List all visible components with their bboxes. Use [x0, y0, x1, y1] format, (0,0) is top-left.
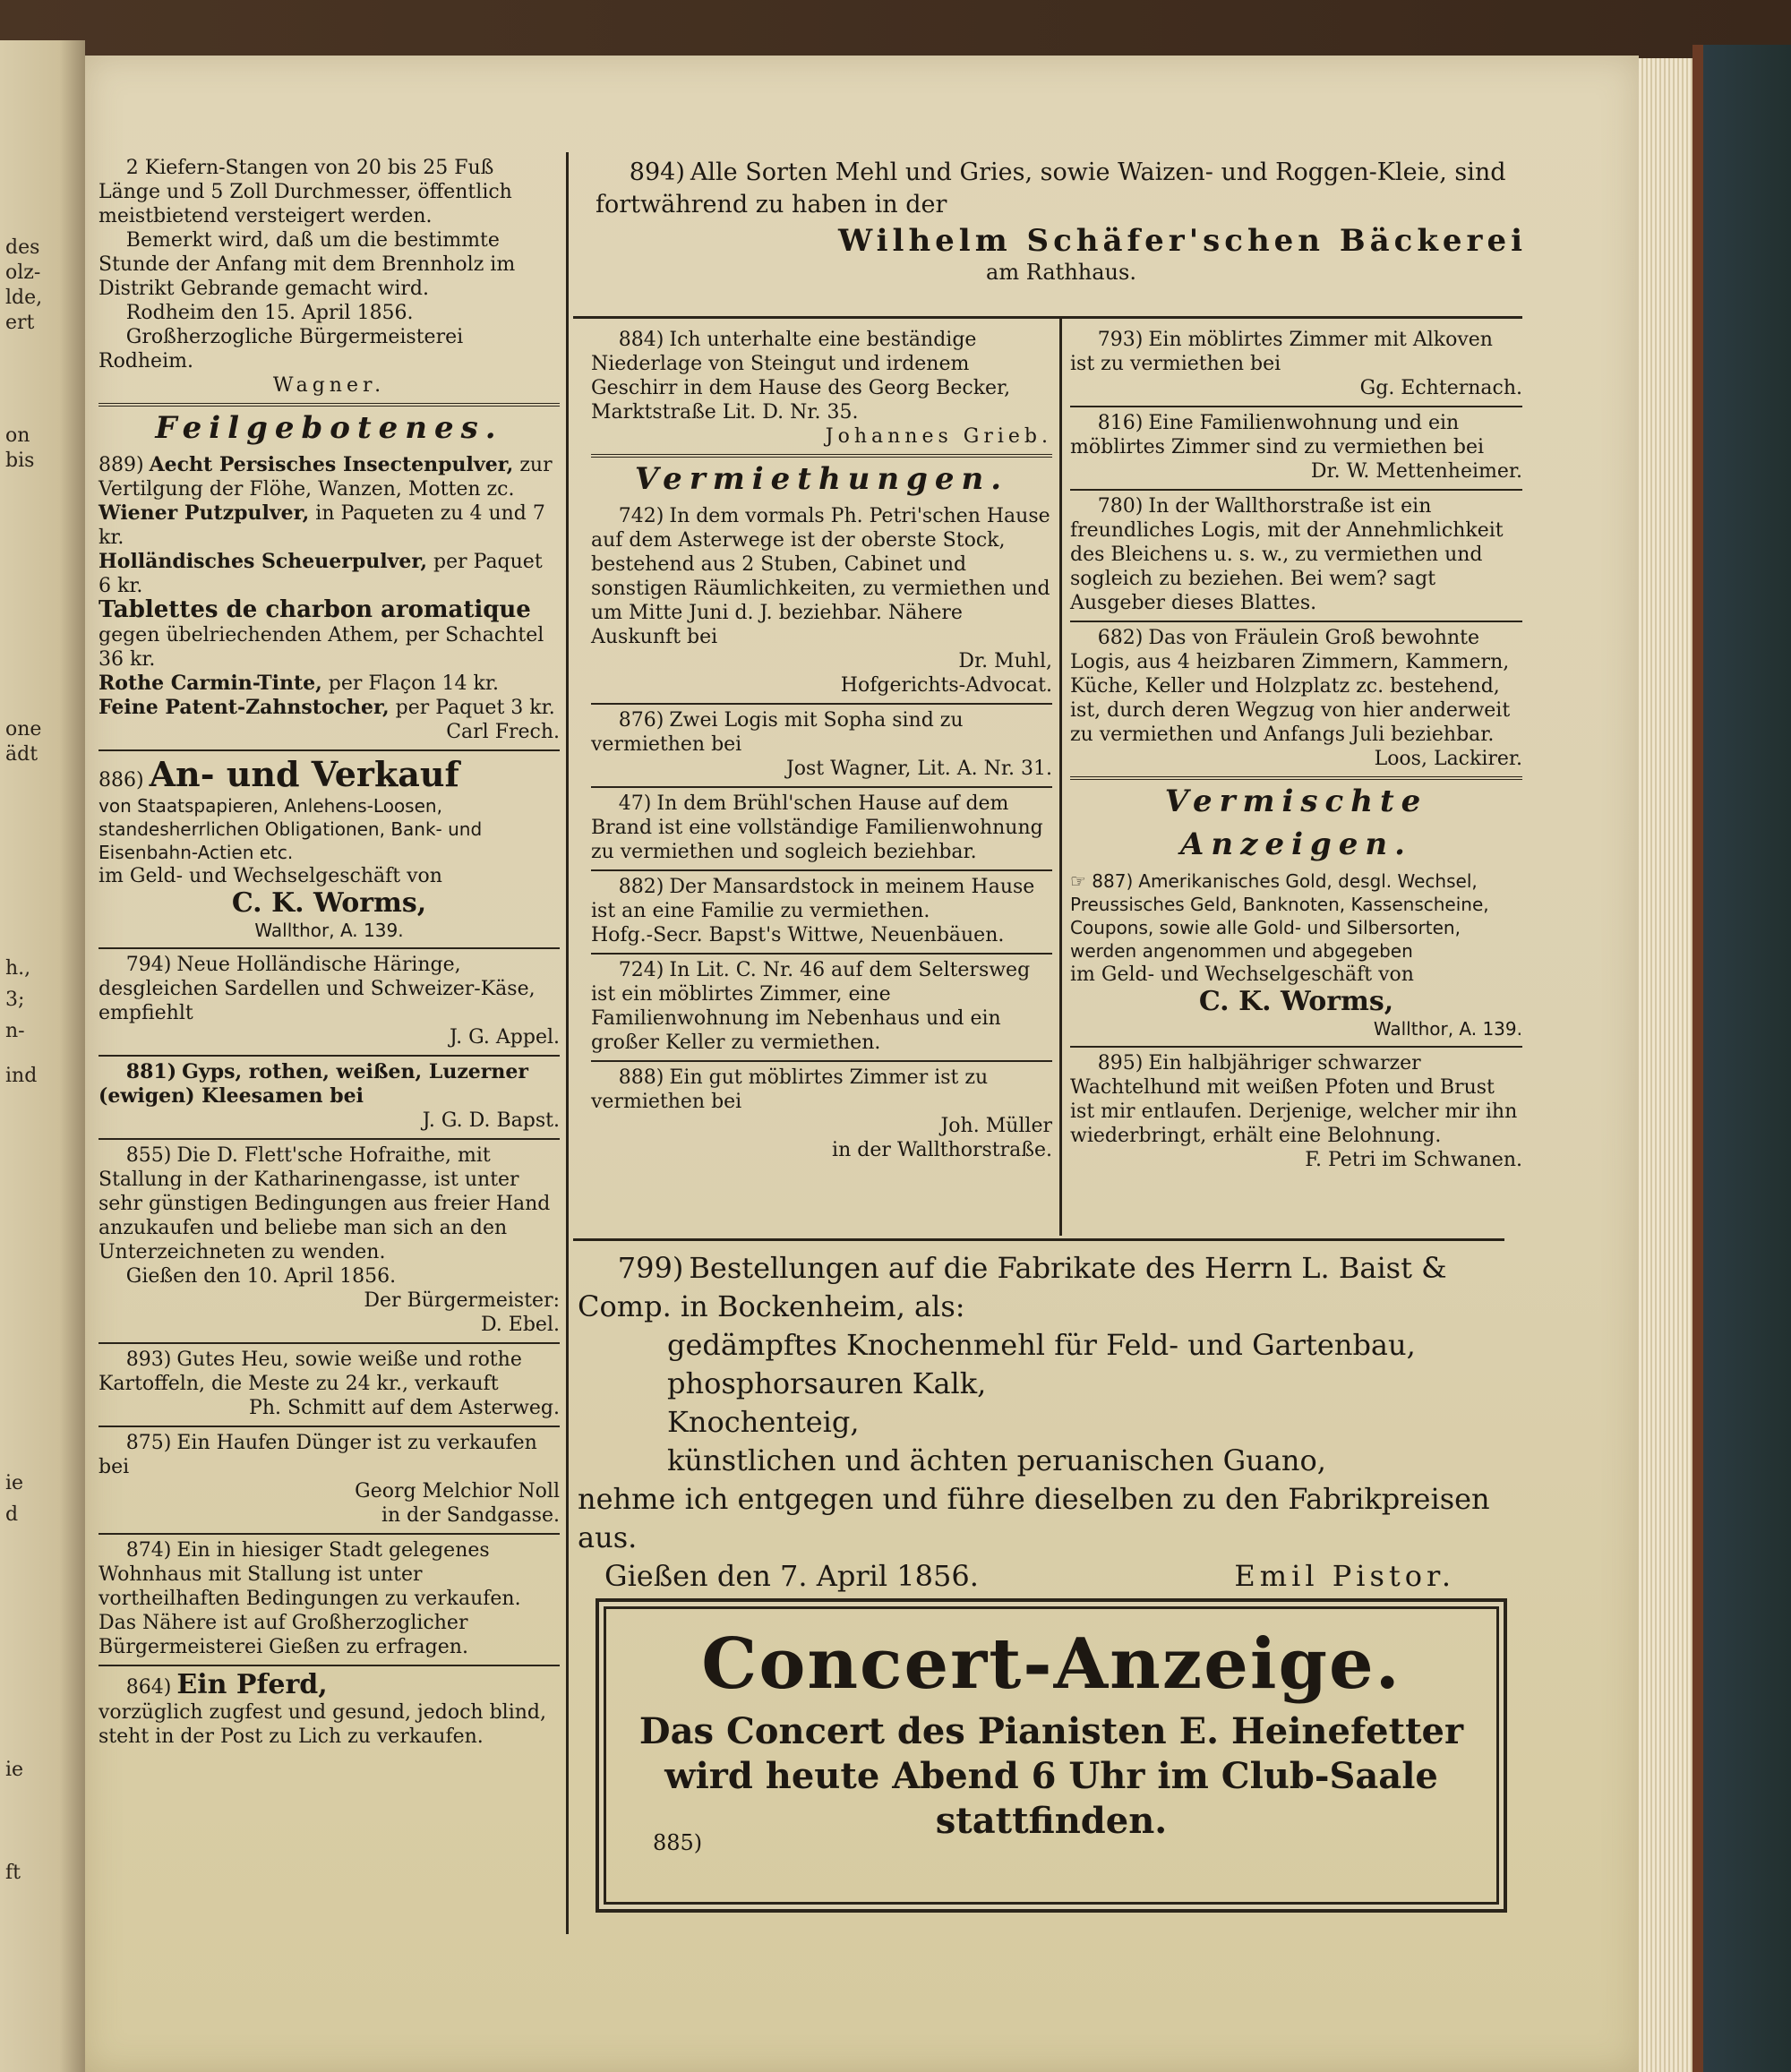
ad-kiefern	[99, 152, 560, 407]
ad-signature: Loos, Lackirer.	[1374, 748, 1522, 770]
ad-text: Gyps, rothen, weißen, Luzerner (ewigen) Kleesamen bei	[99, 1060, 528, 1108]
ad-text: Zwei Logis mit Sopha sind zu vermiethen bei	[591, 709, 964, 756]
ad-headline: Ein Pferd,	[176, 1669, 328, 1700]
ad-signature: Georg Melchior Noll	[355, 1480, 560, 1503]
ad-text: nehme ich entgegen und führe dieselben zu den Fabrikpreisen aus.	[578, 1482, 1490, 1554]
ad-text: Neue Holländische Häringe, desgleichen Sardellen und Schweizer-Käse, empfiehlt	[99, 954, 536, 1024]
prev-fragment: ie	[5, 1472, 24, 1494]
ad-signature: Joh. Müller	[940, 1115, 1052, 1137]
column-2	[591, 324, 1052, 1168]
product-text: per Flaçon 14 kr.	[328, 672, 499, 695]
ad-881	[99, 1057, 560, 1140]
product-name: Holländisches Scheuerpulver,	[99, 550, 428, 573]
ad-855	[99, 1140, 560, 1344]
ad-signature: Wagner.	[272, 374, 386, 397]
ad-number: 47)	[618, 792, 652, 815]
ad-text: Bemerkt wird, daß um die bestimmte Stunde der Anfang mit dem Brennholz im Distrikt Gebrande gemacht wird.	[99, 229, 516, 300]
prev-fragment: ert	[5, 312, 35, 334]
prev-fragment: d	[5, 1503, 19, 1526]
product-name: Aecht Persisches Insectenpulver,	[149, 453, 514, 476]
ad-signature: F. Petri im Schwanen.	[1305, 1149, 1522, 1171]
ad-text: 2 Kiefern-Stangen von 20 bis 25 Fuß Länge und 5 Zoll Durchmesser, öffentlich meistbietend versteigert werden.	[99, 157, 512, 227]
ad-number: 855)	[125, 1144, 172, 1167]
ad-text: Ein Haufen Dünger ist zu verkaufen bei	[99, 1432, 537, 1478]
ad-816	[1070, 407, 1522, 491]
firm-name: C. K. Worms,	[231, 887, 427, 919]
ad-887	[1070, 866, 1522, 1048]
ad-780	[1070, 491, 1522, 622]
ad-number: 893)	[125, 1349, 172, 1371]
ad-864	[99, 1666, 560, 1754]
product-name: Tablettes de charbon aromatique	[99, 596, 531, 623]
ad-signature: Gg. Echternach.	[1359, 377, 1522, 399]
ad-text: von Staatspapieren, Anlehens-Loosen, standesherrlichen Obligationen, Bank- und Eisenbahn-Actien etc.	[99, 795, 483, 863]
ad-number: 885)	[653, 1830, 703, 1855]
ad-894	[596, 157, 1527, 285]
ad-text: In dem Brühl'schen Hause auf dem Brand ist eine vollständige Familienwohnung zu vermiethen und sogleich beziehbar.	[591, 792, 1043, 863]
product-text: gegen übelriechenden Athem, per Schachtel 36 kr.	[99, 624, 544, 671]
ad-793	[1070, 324, 1522, 407]
firm-address: Wallthor, A. 139.	[1373, 1018, 1522, 1040]
product-text: per Paquet 6 kr.	[99, 551, 543, 597]
ad-number: 874)	[125, 1539, 172, 1562]
product-item: künstlichen und ächten peruanischen Guano,	[667, 1443, 1326, 1477]
ad-headline: An- und Verkauf	[149, 754, 459, 794]
concert-announcement-box	[596, 1598, 1507, 1913]
prev-fragment: ind	[5, 1065, 38, 1087]
prev-fragment: bis	[5, 450, 35, 472]
ad-text: Alle Sorten Mehl und Gries, sowie Waizen- und Roggen-Kleie, sind fortwährend zu haben in der	[596, 158, 1506, 218]
ad-text: Der Mansardstock in meinem Hause ist an eine Familie zu vermiethen.	[591, 876, 1035, 922]
ad-text: im Geld- und Wechselgeschäft von	[1070, 963, 1414, 986]
section-title-vermiethungen: Vermiethungen.	[634, 461, 1009, 497]
prev-fragment: on	[5, 424, 30, 447]
ad-number: 742)	[618, 505, 664, 527]
ad-number: 889)	[99, 454, 144, 476]
concert-title: Concert-Anzeige.	[701, 1623, 1401, 1705]
ad-875	[99, 1427, 560, 1535]
product-item: Knochenteig,	[667, 1405, 860, 1439]
ad-742	[591, 501, 1052, 705]
product-name: Wiener Putzpulver,	[99, 501, 310, 525]
ad-888	[591, 1062, 1052, 1168]
firm-address: Wallthor, A. 139.	[254, 920, 404, 941]
ad-number: 794)	[125, 954, 172, 976]
ad-signature: Hofg.-Secr. Bapst's Wittwe, Neuenbäuen.	[591, 924, 1005, 946]
ad-889	[99, 450, 560, 751]
ad-895	[1070, 1048, 1522, 1177]
ad-date: Rodheim den 15. April 1856.	[125, 302, 414, 324]
book-page-edges	[1639, 58, 1692, 2072]
ad-text: Das von Fräulein Groß bewohnte Logis, aus 4 heizbaren Zimmern, Kammern, Küche, Keller und Holzplatz zc. bestehend, ist, durch deren Wegzug von hier anderweit zu vermiethen und Anfangs Juli beziehbar.	[1070, 627, 1511, 746]
ad-884	[591, 324, 1052, 458]
prev-fragment: olz-	[5, 261, 41, 284]
ad-number: 876)	[618, 709, 664, 732]
ad-signature: Ph. Schmitt auf dem Asterweg.	[249, 1397, 560, 1419]
section-title-feilgebotenes: Feilgebotenes.	[155, 410, 503, 446]
ad-signature: J. G. D. Bapst.	[422, 1109, 560, 1132]
ad-number: 886)	[99, 769, 144, 792]
ad-text: Amerikanisches Gold, desgl. Wechsel, Preussisches Geld, Banknoten, Kassenscheine, Coupons, sowie alle Gold- und Silbersorten, werden angenommen und abgegeben	[1070, 870, 1489, 962]
ad-799	[578, 1249, 1509, 1596]
ad-text: vorzüglich zugfest und gesund, jedoch blind, steht in der Post zu Lich zu verkaufen.	[99, 1701, 546, 1748]
firm-location: am Rathhaus.	[986, 260, 1136, 285]
ad-number: 881)	[125, 1060, 177, 1083]
ad-date: Gießen den 7. April 1856.	[604, 1559, 979, 1593]
product-name: Feine Patent-Zahnstocher,	[99, 696, 390, 719]
product-item: gedämpftes Knochenmehl für Feld- und Gartenbau,	[667, 1328, 1416, 1362]
column-rule	[1059, 318, 1062, 1236]
ad-number: 894)	[629, 158, 685, 186]
ad-text: Ein möblirtes Zimmer mit Alkoven ist zu vermiethen bei	[1070, 329, 1493, 375]
prev-fragment: des	[5, 236, 40, 259]
ad-794	[99, 949, 560, 1057]
ad-886	[99, 751, 560, 949]
ad-text: Ein gut möblirtes Zimmer ist zu vermiethen bei	[591, 1066, 989, 1113]
concert-text: Das Concert des Pianisten E. Heinefetter	[638, 1710, 1464, 1752]
ad-number: 875)	[125, 1432, 172, 1454]
concert-text: stattfinden.	[935, 1800, 1168, 1842]
column-1	[99, 152, 560, 1754]
product-item: phosphorsauren Kalk,	[667, 1366, 987, 1400]
ad-682	[1070, 622, 1522, 780]
prev-fragment: 3;	[5, 989, 25, 1011]
ad-text: Ich unterhalte eine beständige Niederlage von Steingut und irdenem Geschirr in dem Hause des Georg Becker, Marktstraße Lit. D. Nr. 35.	[591, 329, 1011, 424]
product-text: zur Vertilgung der Flöhe, Wanzen, Motten zc.	[99, 454, 553, 501]
horizontal-rule	[573, 316, 1522, 319]
ad-text: im Geld- und Wechselgeschäft von	[99, 865, 442, 887]
ad-text: Die D. Flett'sche Hofraithe, mit Stallung in der Katharinengasse, ist unter sehr günstigen Bedingungen aus freier Hand anzukaufen und beliebe man sich an den Unterzeichneten zu wenden.	[99, 1144, 551, 1263]
ad-signature: D. Ebel.	[480, 1314, 560, 1336]
ad-text: Bestellungen auf die Fabrikate des Herrn L. Baist & Comp. in Bockenheim, als:	[578, 1251, 1447, 1323]
pointing-hand-icon: ☞	[1070, 870, 1086, 892]
ad-signature: Dr. Muhl,	[958, 650, 1052, 672]
book-cover	[1692, 45, 1791, 2072]
ad-signature: Jost Wagner, Lit. A. Nr. 31.	[785, 758, 1052, 780]
ad-text: In dem vormals Ph. Petri'schen Hause auf dem Asterwege ist der oberste Stock, bestehend aus 2 Stuben, Cabinet und sonstigen Räumlichkeiten, zu vermiethen und um Mitte Juni d. J. beziehbar. Nähere Auskunft bei	[591, 505, 1050, 648]
ad-number: 799)	[617, 1251, 684, 1285]
ad-text: In der Wallthorstraße ist ein freundliches Logis, mit der Annehmlichkeit des Bleichens u. s. w., zu vermiethen und sogleich zu beziehen. Bei wem? sagt Ausgeber dieses Blattes.	[1070, 495, 1504, 614]
prev-fragment: ft	[5, 1862, 21, 1884]
ad-893	[99, 1344, 560, 1427]
ad-876	[591, 705, 1052, 788]
ad-number: 895)	[1097, 1052, 1144, 1075]
firm-name: C. K. Worms,	[1198, 986, 1394, 1017]
ad-number: 888)	[618, 1066, 664, 1089]
product-name: Rothe Carmin-Tinte,	[99, 672, 322, 695]
ad-text: Gutes Heu, sowie weiße und rothe Kartoffeln, die Meste zu 24 kr., verkauft	[99, 1349, 522, 1395]
ad-874	[99, 1535, 560, 1666]
product-text: in Paqueten zu 4 und 7 kr.	[99, 502, 545, 549]
ad-date: Gießen den 10. April 1856.	[125, 1265, 397, 1288]
ad-signature: Johannes Grieb.	[825, 425, 1052, 448]
prev-fragment: ie	[5, 1759, 24, 1781]
prev-fragment: ädt	[5, 743, 39, 766]
ad-text: Eine Familienwohnung und ein möblirtes Zimmer sind zu vermiethen bei	[1070, 412, 1485, 458]
ad-number: 884)	[618, 329, 664, 351]
ad-number: 793)	[1097, 329, 1144, 351]
ad-signature-role: Der Bürgermeister:	[364, 1289, 560, 1312]
previous-page-margin	[0, 40, 85, 2072]
ad-724	[591, 955, 1052, 1062]
ad-number: 724)	[618, 959, 664, 981]
ad-882	[591, 871, 1052, 955]
prev-fragment: h.,	[5, 957, 31, 980]
ad-signature: Dr. W. Mettenheimer.	[1310, 460, 1522, 483]
ad-signature: Hofgerichts-Advocat.	[840, 674, 1052, 697]
prev-fragment: one	[5, 718, 42, 741]
ad-text: Ein in hiesiger Stadt gelegenes Wohnhaus mit Stallung ist unter vortheilhaften Bedingungen zu verkaufen. Das Nähere ist auf Großherzoglicher Bürgermeisterei Gießen zu erfragen.	[99, 1539, 521, 1658]
ad-signature: J. G. Appel.	[450, 1026, 560, 1049]
ad-text: In Lit. C. Nr. 46 auf dem Seltersweg ist ein möblirtes Zimmer, eine Familienwohnung im Nebenhaus und ein großer Keller zu vermiethen.	[591, 959, 1031, 1054]
ad-signature: Emil Pistor.	[1234, 1559, 1455, 1593]
ad-number: 887)	[1092, 870, 1134, 892]
ad-number: 816)	[1097, 412, 1144, 434]
ad-signature: in der Wallthorstraße.	[832, 1139, 1052, 1161]
column-3	[1070, 324, 1522, 1177]
prev-fragment: n-	[5, 1020, 25, 1042]
ad-47	[591, 788, 1052, 871]
ad-authority: Großherzogliche Bürgermeisterei Rodheim.	[99, 326, 464, 372]
ad-signature: Carl Frech.	[446, 721, 560, 743]
ad-number: 864)	[125, 1676, 172, 1699]
column-rule	[566, 152, 569, 1934]
concert-text: wird heute Abend 6 Uhr im Club-Saale	[664, 1755, 1438, 1797]
ad-number: 882)	[618, 876, 664, 898]
section-title-vermischte-anzeigen: Vermischte Anzeigen.	[1164, 783, 1428, 862]
product-text: per Paquet 3 kr.	[395, 697, 555, 719]
horizontal-rule	[573, 1238, 1504, 1241]
prev-fragment: lde,	[5, 287, 43, 309]
ad-signature: in der Sandgasse.	[381, 1504, 560, 1527]
ad-number: 682)	[1097, 627, 1144, 649]
ad-text: Ein halbjähriger schwarzer Wachtelhund mit weißen Pfoten und Brust ist mir entlaufen. Derjenige, welcher mir ihn wiederbringt, erhält eine Belohnung.	[1070, 1052, 1518, 1147]
ad-number: 780)	[1097, 495, 1144, 518]
firm-name: Wilhelm Schäfer'schen Bäckerei	[838, 223, 1527, 259]
